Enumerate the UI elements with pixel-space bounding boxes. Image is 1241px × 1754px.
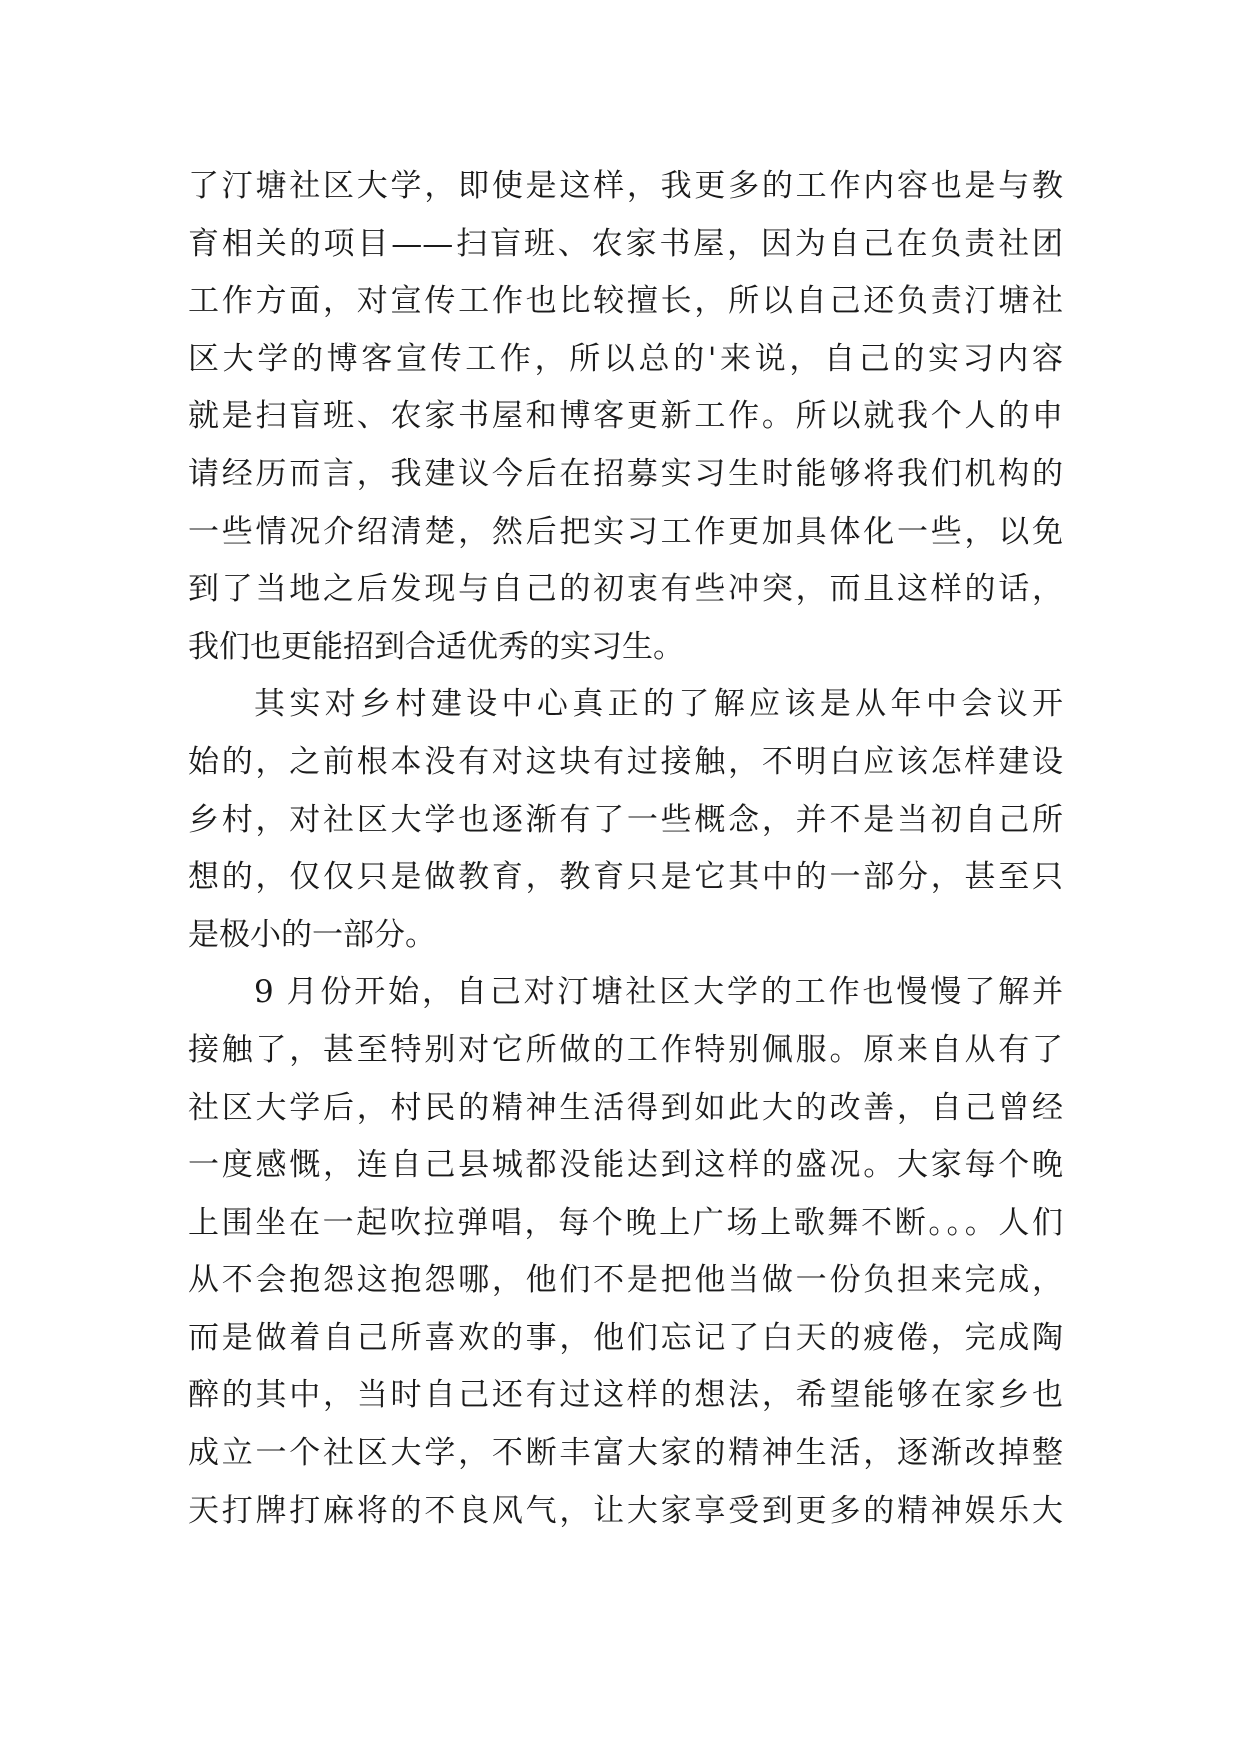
text-line: 其实对乡村建设中心真正的了解应该是从年中会议开 [254,686,1063,723]
text-line: 育相关的项目——扫盲班、农家书屋，因为自己在负责社团 [188,225,1063,262]
text-line: 上围坐在一起吹拉弹唱，每个晚上广场上歌舞不断。。。人们 [188,1204,1063,1241]
text-line: 一些情况介绍清楚，然后把实习工作更加具体化一些，以免 [188,513,1063,550]
text-line: 而是做着自己所喜欢的事，他们忘记了白天的疲倦，完成陶 [188,1319,1063,1356]
text-line: 请经历而言，我建议今后在招募实习生时能够将我们机构的 [188,455,1063,492]
text-line: 工作方面，对宣传工作也比较擅长，所以自己还负责汀塘社 [188,283,1063,320]
text-line: 想的，仅仅只是做教育，教育只是它其中的一部分，甚至只 [188,859,1063,896]
text-line: 区大学的博客宣传工作，所以总的'来说，自己的实习内容 [188,340,1063,377]
text-line: 是极小的一部分。 [188,916,436,953]
text-line: 一度感慨，连自己县城都没能达到这样的盛况。大家每个晚 [188,1147,1063,1184]
text-line: 我们也更能招到合适优秀的实习生。 [188,628,684,665]
text-line: 社区大学后，村民的精神生活得到如此大的改善，自己曾经 [188,1089,1063,1126]
paragraph-1 [188,158,1063,676]
body-text [188,158,1063,1540]
text-line: 9 月份开始，自己对汀塘社区大学的工作也慢慢了解并 [254,974,1063,1011]
text-line: 从不会抱怨这抱怨哪，他们不是把他当做一份负担来完成， [188,1262,1063,1299]
text-line: 就是扫盲班、农家书屋和博客更新工作。所以就我个人的申 [188,398,1063,435]
text-line: 了汀塘社区大学，即使是这样，我更多的工作内容也是与教 [188,168,1063,204]
text-line: 醉的其中，当时自己还有过这样的想法，希望能够在家乡也 [188,1377,1063,1414]
paragraph-2 [188,676,1063,964]
text-line: 始的，之前根本没有对这块有过接触，不明白应该怎样建设 [188,743,1063,780]
text-line: 接触了，甚至特别对它所做的工作特别佩服。原来自从有了 [188,1031,1063,1068]
paragraph-3 [188,964,1063,1540]
text-line: 乡村，对社区大学也逐渐有了一些概念，并不是当初自己所 [188,801,1063,838]
text-line: 天打牌打麻将的不良风气，让大家享受到更多的精神娱乐大 [188,1492,1063,1529]
text-line: 成立一个社区大学，不断丰富大家的精神生活，逐渐改掉整 [188,1435,1063,1472]
text-line: 到了当地之后发现与自己的初衷有些冲突，而且这样的话， [188,571,1063,608]
